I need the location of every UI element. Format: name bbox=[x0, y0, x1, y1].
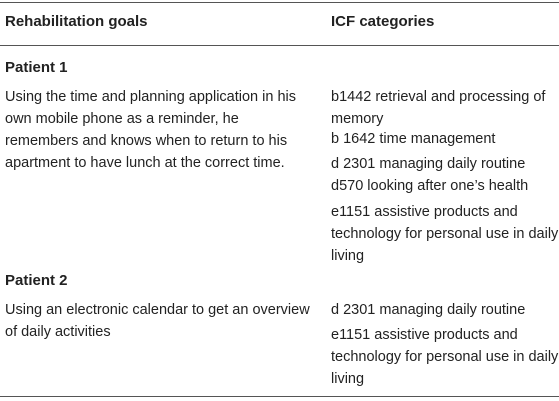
patient-1-icf-1: b1442 retrieval and processing of memory bbox=[331, 89, 546, 127]
patient-2-icf-2: e1151 assistive products and technology for personal use in daily living bbox=[331, 327, 559, 387]
patient-1-icf-4: d570 looking after one’s health bbox=[331, 178, 529, 194]
header-rule bbox=[0, 45, 559, 46]
patient-1-label: Patient 1 bbox=[5, 59, 68, 76]
patient-1-icf-2: b 1642 time management bbox=[331, 131, 496, 147]
patient-1-icf-3: d 2301 managing daily routine bbox=[331, 156, 526, 172]
patient-2-goal: Using an electronic calendar to get an overview of daily activities bbox=[5, 302, 310, 340]
header-rehabilitation-goals: Rehabilitation goals bbox=[5, 13, 148, 30]
patient-1-icf-5: e1151 assistive products and technology for personal use in daily living bbox=[331, 204, 559, 264]
patient-2-icf-1: d 2301 managing daily routine bbox=[331, 302, 526, 318]
header-icf-categories: ICF categories bbox=[331, 13, 435, 30]
patient-1-goal: Using the time and planning application in his own mobile phone as a reminder, he remembers and knows when to return to his apartment to have lunch at the correct time. bbox=[5, 89, 296, 171]
table-bottom-rule bbox=[0, 396, 559, 397]
patient-2-label: Patient 2 bbox=[5, 272, 68, 289]
table-top-rule bbox=[0, 2, 559, 3]
